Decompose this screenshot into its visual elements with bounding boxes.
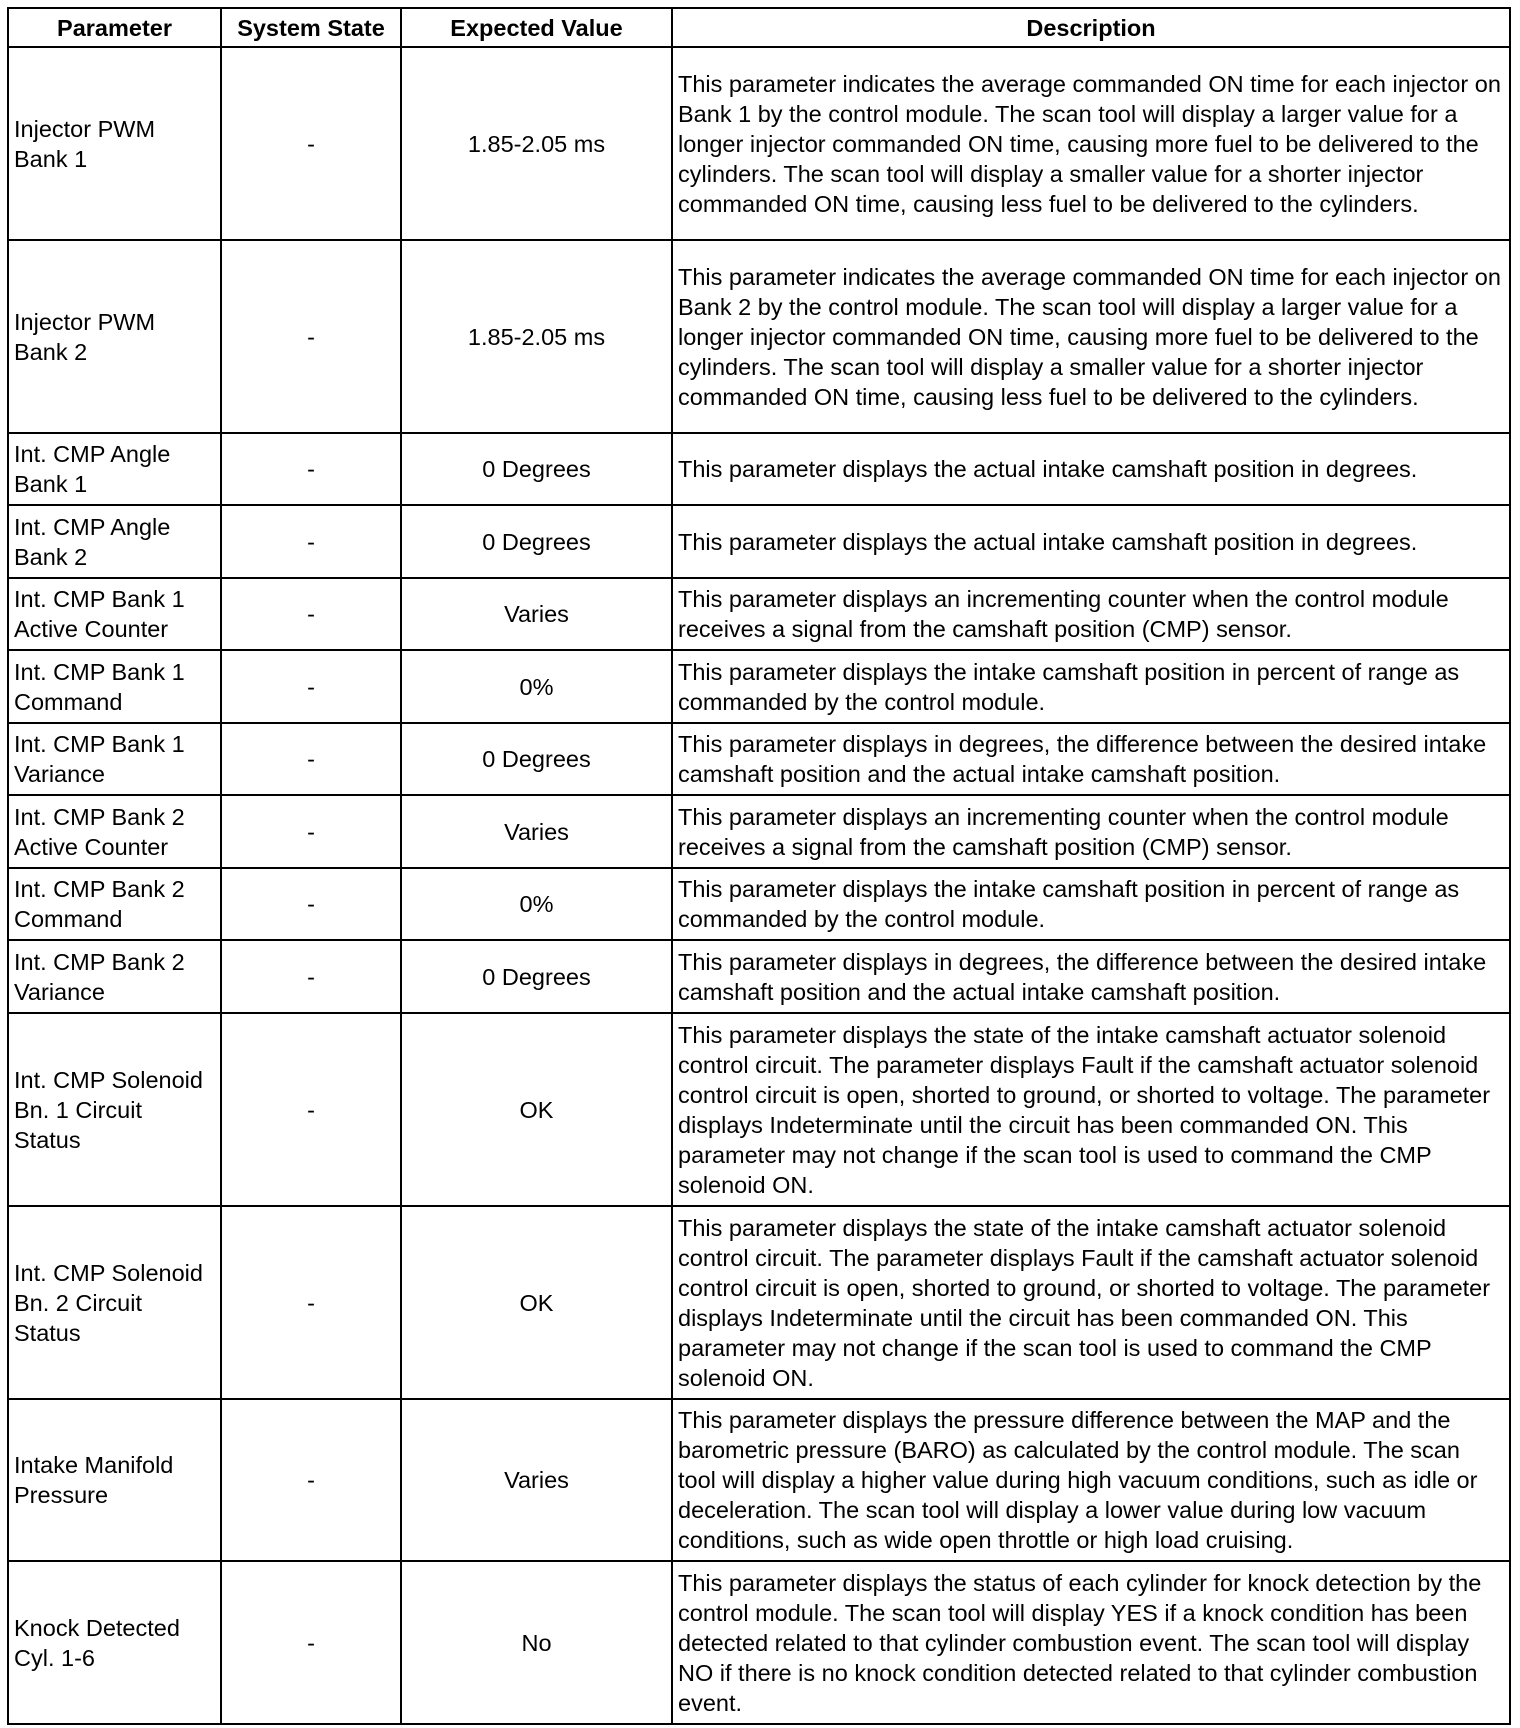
cell-parameter: Int. CMP Bank 1 Command xyxy=(8,650,221,723)
table-body xyxy=(8,47,1510,1724)
cell-system-state: - xyxy=(221,433,401,505)
cell-description: This parameter indicates the average commanded ON time for each injector on Bank 1 by the control module. The scan tool will display a larger value for a longer injector commanded ON time, causing more fuel to be delivered to the cylinders. The scan tool will display a smaller value for a shorter injector commanded ON time, causing less fuel to be delivered to the cylinders. xyxy=(672,47,1510,240)
cell-expected-value: 0% xyxy=(401,868,672,940)
cell-expected-value: 0 Degrees xyxy=(401,940,672,1013)
header-description: Description xyxy=(672,8,1510,47)
table-row xyxy=(8,433,1510,505)
cell-expected-value: 0 Degrees xyxy=(401,433,672,505)
table-row xyxy=(8,795,1510,868)
cell-system-state: - xyxy=(221,650,401,723)
cell-system-state: - xyxy=(221,240,401,433)
cell-description: This parameter displays an incrementing counter when the control module receives a signal from the camshaft position (CMP) sensor. xyxy=(672,795,1510,868)
table-row xyxy=(8,650,1510,723)
cell-expected-value: 1.85-2.05 ms xyxy=(401,47,672,240)
table-row xyxy=(8,1561,1510,1724)
cell-description: This parameter displays the state of the intake camshaft actuator solenoid control circuit. The parameter displays Fault if the camshaft actuator solenoid control circuit is open, shorted to ground, or shorted to voltage. The parameter displays Indeterminate until the circuit has been commanded ON. This parameter may not change if the scan tool is used to command the CMP solenoid ON. xyxy=(672,1013,1510,1206)
table-row xyxy=(8,505,1510,578)
cell-expected-value: Varies xyxy=(401,578,672,650)
cell-system-state: - xyxy=(221,47,401,240)
table-row xyxy=(8,240,1510,433)
header-parameter: Parameter xyxy=(8,8,221,47)
cell-expected-value: 0 Degrees xyxy=(401,505,672,578)
cell-description: This parameter displays the pressure difference between the MAP and the barometric pressure (BARO) as calculated by the control module. The scan tool will display a higher value during high vacuum conditions, such as idle or deceleration. The scan tool will display a lower value during low vacuum conditions, such as wide open throttle or high load cruising. xyxy=(672,1399,1510,1561)
cell-expected-value: No xyxy=(401,1561,672,1724)
cell-system-state: - xyxy=(221,723,401,795)
table-row xyxy=(8,868,1510,940)
cell-parameter: Int. CMP Bank 2 Active Counter xyxy=(8,795,221,868)
cell-system-state: - xyxy=(221,1206,401,1399)
table-row xyxy=(8,723,1510,795)
cell-description: This parameter displays in degrees, the difference between the desired intake camshaft position and the actual intake camshaft position. xyxy=(672,940,1510,1013)
parameter-table xyxy=(7,7,1511,1725)
cell-description: This parameter displays an incrementing counter when the control module receives a signal from the camshaft position (CMP) sensor. xyxy=(672,578,1510,650)
cell-parameter: Int. CMP Bank 2 Variance xyxy=(8,940,221,1013)
cell-description: This parameter displays the intake camshaft position in percent of range as commanded by the control module. xyxy=(672,650,1510,723)
cell-parameter: Int. CMP Angle Bank 1 xyxy=(8,433,221,505)
cell-parameter: Injector PWM Bank 1 xyxy=(8,47,221,240)
cell-system-state: - xyxy=(221,795,401,868)
table-row xyxy=(8,578,1510,650)
header-expected-value: Expected Value xyxy=(401,8,672,47)
cell-parameter: Injector PWM Bank 2 xyxy=(8,240,221,433)
cell-expected-value: 1.85-2.05 ms xyxy=(401,240,672,433)
cell-description: This parameter displays the actual intake camshaft position in degrees. xyxy=(672,505,1510,578)
table-row xyxy=(8,940,1510,1013)
cell-parameter: Int. CMP Angle Bank 2 xyxy=(8,505,221,578)
cell-system-state: - xyxy=(221,868,401,940)
table-row xyxy=(8,1399,1510,1561)
cell-system-state: - xyxy=(221,578,401,650)
cell-system-state: - xyxy=(221,1013,401,1206)
cell-parameter: Intake Manifold Pressure xyxy=(8,1399,221,1561)
cell-expected-value: OK xyxy=(401,1013,672,1206)
cell-parameter: Int. CMP Bank 2 Command xyxy=(8,868,221,940)
table-header xyxy=(8,8,1510,47)
cell-expected-value: Varies xyxy=(401,795,672,868)
cell-description: This parameter displays in degrees, the difference between the desired intake camshaft position and the actual intake camshaft position. xyxy=(672,723,1510,795)
cell-parameter: Int. CMP Bank 1 Variance xyxy=(8,723,221,795)
cell-description: This parameter displays the status of each cylinder for knock detection by the control module. The scan tool will display YES if a knock condition has been detected related to that cylinder combustion event. The scan tool will display NO if there is no knock condition detected related to that cylinder combustion event. xyxy=(672,1561,1510,1724)
cell-description: This parameter indicates the average commanded ON time for each injector on Bank 2 by the control module. The scan tool will display a larger value for a longer injector commanded ON time, causing more fuel to be delivered to the cylinders. The scan tool will display a smaller value for a shorter injector commanded ON time, causing less fuel to be delivered to the cylinders. xyxy=(672,240,1510,433)
header-system-state: System State xyxy=(221,8,401,47)
cell-expected-value: OK xyxy=(401,1206,672,1399)
cell-system-state: - xyxy=(221,505,401,578)
cell-parameter: Knock Detected Cyl. 1-6 xyxy=(8,1561,221,1724)
header-row xyxy=(8,8,1510,47)
table-row xyxy=(8,47,1510,240)
cell-system-state: - xyxy=(221,940,401,1013)
cell-expected-value: 0 Degrees xyxy=(401,723,672,795)
cell-parameter: Int. CMP Solenoid Bn. 1 Circuit Status xyxy=(8,1013,221,1206)
cell-description: This parameter displays the intake camshaft position in percent of range as commanded by the control module. xyxy=(672,868,1510,940)
cell-parameter: Int. CMP Solenoid Bn. 2 Circuit Status xyxy=(8,1206,221,1399)
cell-system-state: - xyxy=(221,1561,401,1724)
cell-description: This parameter displays the state of the intake camshaft actuator solenoid control circuit. The parameter displays Fault if the camshaft actuator solenoid control circuit is open, shorted to ground, or shorted to voltage. The parameter displays Indeterminate until the circuit has been commanded ON. This parameter may not change if the scan tool is used to command the CMP solenoid ON. xyxy=(672,1206,1510,1399)
cell-system-state: - xyxy=(221,1399,401,1561)
table-row xyxy=(8,1206,1510,1399)
cell-expected-value: 0% xyxy=(401,650,672,723)
cell-expected-value: Varies xyxy=(401,1399,672,1561)
table-row xyxy=(8,1013,1510,1206)
cell-description: This parameter displays the actual intake camshaft position in degrees. xyxy=(672,433,1510,505)
cell-parameter: Int. CMP Bank 1 Active Counter xyxy=(8,578,221,650)
